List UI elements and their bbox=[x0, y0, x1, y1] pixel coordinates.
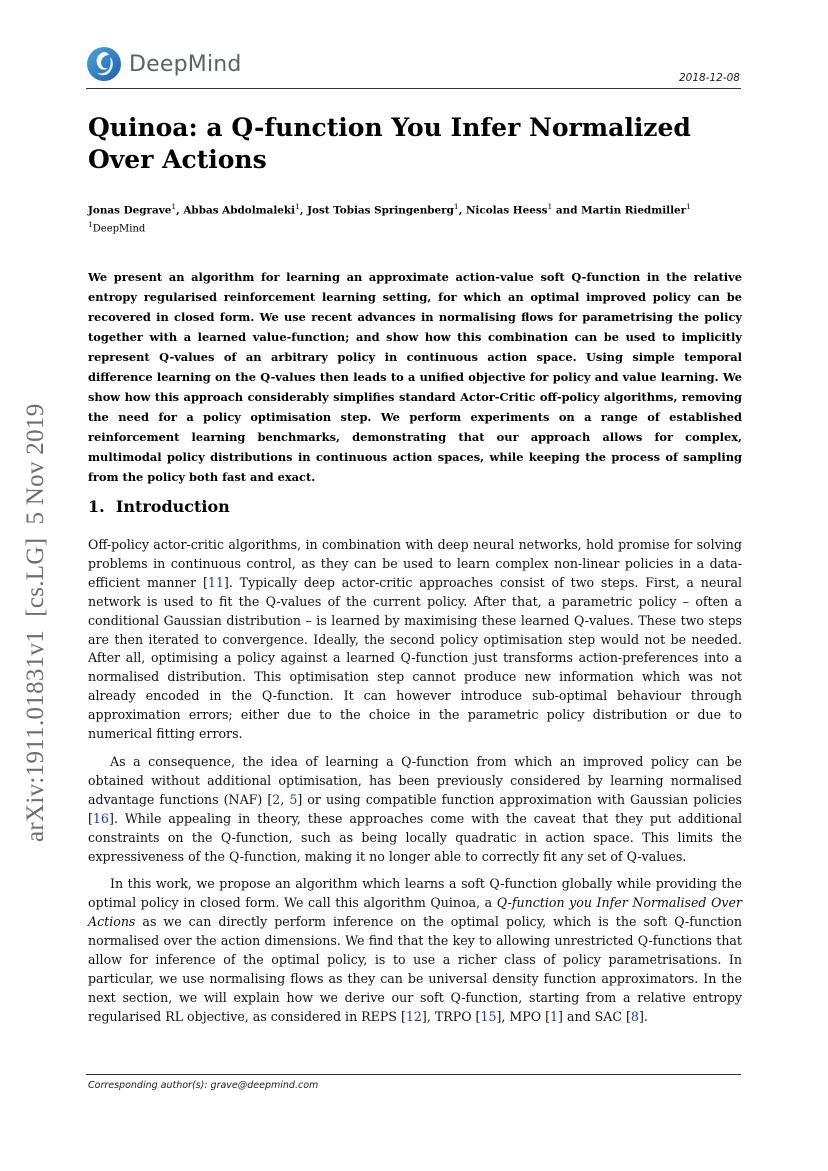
citation-link[interactable]: 16 bbox=[92, 810, 109, 826]
citation-link[interactable]: 11 bbox=[207, 574, 224, 590]
affiliation bbox=[88, 220, 145, 234]
abstract: We present an algorithm for learning an approximate action-value soft Q-function in the relative entropy regularised reinforcement learning setting, for which an optimal improved policy can be recovered in closed form. We use recent advances in normalising flows for parametrising the policy together with a learned value-function; and show how this combination can be used to implicitly represent Q-values of an arbitrary policy in continuous action space. Using simple temporal difference learning on the Q-values then leads to a unified objective for policy and value learning. We show how this approach considerably simplifies standard Actor-Critic off-policy algorithms, removing the need for a policy optimisation step. We perform experiments on a range of established reinforcement learning benchmarks, demonstrating that our approach allows for complex, multimodal policy distributions in continuous action spaces, while keeping the process of sampling from the policy both fast and exact. bbox=[88, 270, 742, 484]
section-heading bbox=[88, 497, 230, 516]
paragraph-text: ]. Typically deep actor-critic approaches consist of two steps. First, a neural network is used to fit the Q-values of the current policy. After that, a parametric policy – often a conditional Gaussian distribution – is learned by maximising these learned Q-values. These two steps are then iterated to convergence. Ideally, the second policy optimisation step would not be needed. After all, optimising a policy against a learned Q-function just transforms action-preferences into a normalised distribution. This optimisation step cannot produce new information which was not already encoded in the Q-function. It can however introduce sub-optimal behaviour through approximation errors; either due to the choice in the parametric policy distribution or due to numerical fitting errors. bbox=[88, 574, 742, 742]
paragraph-text: Off-policy actor-critic algorithms, in combination with deep neural networks, hold promise for solving problems in continuous control, as they can be used to learn complex non-linear policies in a data-efficient manner [ bbox=[88, 537, 742, 590]
deepmind-logo-icon bbox=[86, 46, 122, 82]
paragraph-text: ]. bbox=[638, 1008, 648, 1024]
paper-date: 2018-12-08 bbox=[678, 72, 740, 84]
paragraph-2 bbox=[88, 753, 742, 866]
section-title: Introduction bbox=[115, 497, 230, 516]
author-separator: , bbox=[176, 204, 184, 217]
citation-link[interactable]: 12 bbox=[405, 1008, 422, 1024]
citation-link[interactable]: 8 bbox=[630, 1008, 639, 1024]
paragraph-text: ]. While appealing in theory, these approaches come with the caveat that they put additional constraints on the Q-function, such as being locally quadratic in action space. This limits the expressiveness of the Q-function, making it no longer able to correctly fit any set of Q-values. bbox=[88, 810, 742, 864]
paragraph-3 bbox=[88, 875, 742, 1026]
author-affiliation-mark: 1 bbox=[547, 202, 553, 211]
corresponding-author: Corresponding author(s): grave@deepmind.com bbox=[88, 1080, 319, 1091]
paragraph-text: ] or using compatible function approximation with Gaussian policies [ bbox=[88, 791, 742, 826]
section-body bbox=[88, 536, 742, 1036]
arxiv-identifier: arXiv:1911.01831v1 [cs.LG] 5 Nov 2019 bbox=[22, 403, 49, 842]
paragraph-text: As a consequence, the idea of learning a Q-function from which an improved policy can be obtained without additional optimisation, has been previously considered by learning normalised advantage functions (NAF) [ bbox=[88, 753, 742, 807]
footer-rule bbox=[86, 1074, 741, 1075]
paragraph-text: as we can directly perform inference on the optimal policy, which is the soft Q-function normalised over the action dimensions. We find that the key to allowing unrestricted Q-functions that allow for inference of the optimal policy, is to use a richer class of policy parametrisations. In particular, we use normalising flows as they can be universal density function approximators. In the next section, we will explain how we derive our soft Q-function, starting from a relative entropy regularised RL objective, as considered in REPS [ bbox=[88, 914, 742, 1024]
author-separator: and bbox=[552, 204, 582, 217]
paper-title: Quinoa: a Q-function You Infer Normalized Over Actions bbox=[88, 113, 691, 174]
affiliation-name: DeepMind bbox=[92, 223, 146, 235]
paragraph-text: In this work, we propose an algorithm which learns a soft Q-function globally while providing the optimal policy in closed form. We call this algorithm Quinoa, a bbox=[88, 876, 742, 911]
author-separator: , bbox=[458, 204, 466, 217]
author-affiliation-mark: 1 bbox=[295, 202, 300, 211]
author-name: Jonas Degrave bbox=[88, 204, 172, 217]
paragraph-text: ] and SAC [ bbox=[558, 1008, 631, 1024]
affiliation-mark: 1 bbox=[88, 220, 93, 229]
author-name: Martin Riedmiller bbox=[581, 204, 687, 217]
emphasized-text: Q-function you Infer Normalised Over Actions bbox=[88, 895, 742, 930]
author-affiliation-mark: 1 bbox=[453, 202, 459, 211]
citation-link[interactable]: 2 bbox=[272, 791, 281, 807]
citation-link[interactable]: 5 bbox=[289, 791, 298, 807]
paragraph-text: ], TRPO [ bbox=[421, 1008, 481, 1024]
logo-text: DeepMind bbox=[129, 51, 242, 77]
author-affiliation-mark: 1 bbox=[171, 202, 177, 211]
citation-link[interactable]: 15 bbox=[480, 1008, 497, 1024]
paragraph-text: ], MPO [ bbox=[496, 1008, 551, 1024]
author-name: Nicolas Heess bbox=[465, 204, 548, 217]
paragraph-1 bbox=[88, 536, 742, 744]
section-number: 1. bbox=[88, 497, 105, 516]
citation-link[interactable]: 1 bbox=[550, 1008, 559, 1024]
deepmind-logo bbox=[86, 46, 242, 82]
author-separator: , bbox=[299, 204, 308, 217]
header-rule bbox=[86, 88, 741, 89]
author-name: Abbas Abdolmaleki bbox=[183, 204, 296, 217]
author-name: Jost Tobias Springenberg bbox=[307, 204, 454, 217]
author-affiliation-mark: 1 bbox=[686, 202, 691, 211]
citation-separator: , bbox=[280, 791, 290, 807]
author-list bbox=[88, 202, 691, 216]
